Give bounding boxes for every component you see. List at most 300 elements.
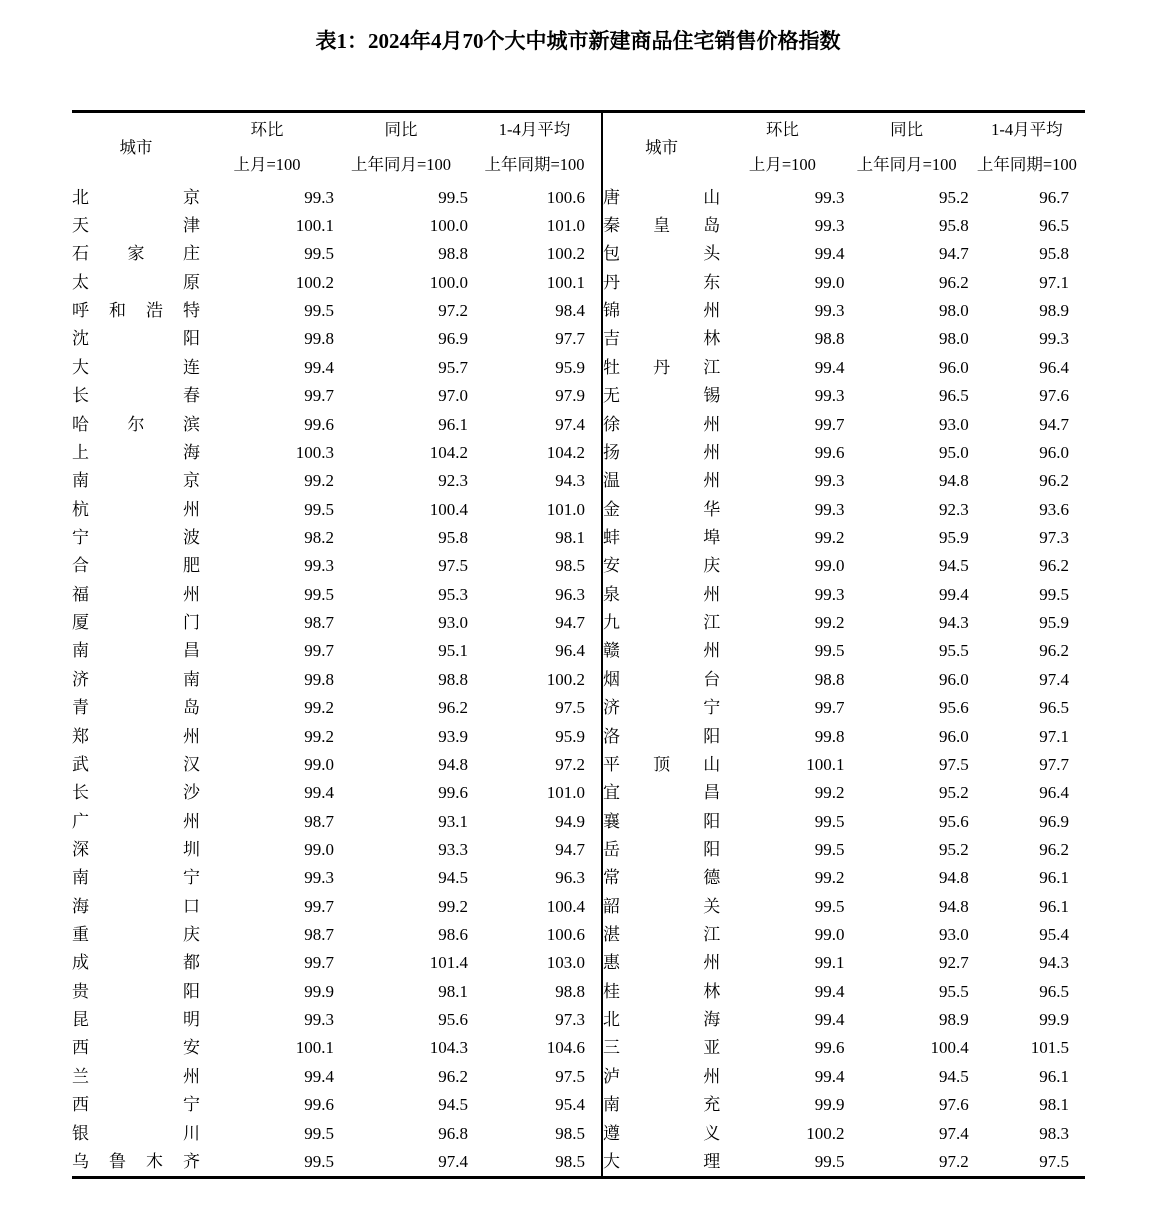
- cell-avg: 98.5: [468, 1147, 601, 1177]
- cell-yoy: 95.2: [938, 187, 969, 207]
- cell-avg: 98.3: [1039, 1123, 1069, 1143]
- table-row: [602, 637, 1085, 665]
- cell-yoy: 99.5: [438, 187, 468, 207]
- cell-avg: 96.1: [1039, 868, 1069, 888]
- table-row: [72, 920, 601, 948]
- cell-avg: 100.2: [546, 244, 585, 264]
- table-row: [72, 353, 601, 381]
- cell-avg: 98.1: [555, 527, 585, 547]
- cell-yoy: 94.8: [438, 754, 468, 774]
- cell-avg: 94.7: [555, 613, 585, 633]
- cell-mom: 99.6: [304, 414, 334, 434]
- col-header-city-right: 城市: [602, 112, 720, 184]
- cell-avg: 96.2: [1039, 471, 1069, 491]
- table-row: [72, 1091, 601, 1119]
- cell-avg: 98.4: [555, 301, 585, 321]
- cell-avg: 96.5: [1039, 981, 1069, 1001]
- cell-city: 宜昌: [603, 783, 721, 803]
- cell-mom: 99.3: [814, 216, 845, 236]
- table-row: [72, 296, 601, 324]
- cell-yoy: 97.4: [334, 1147, 468, 1177]
- cell-yoy: 95.8: [438, 527, 468, 547]
- cell-yoy: 96.2: [938, 272, 969, 292]
- cell-avg: 104.6: [546, 1038, 585, 1058]
- table-row: [602, 864, 1085, 892]
- cell-mom: 99.3: [814, 499, 845, 519]
- cell-avg: 104.2: [546, 442, 585, 462]
- cell-mom: 99.5: [814, 839, 845, 859]
- cell-avg: 97.9: [555, 386, 585, 406]
- cell-mom: 99.6: [814, 442, 845, 462]
- cell-mom: 99.4: [304, 357, 334, 377]
- cell-mom: 99.5: [814, 811, 845, 831]
- cell-avg: 97.5: [969, 1147, 1085, 1177]
- cell-yoy: 100.4: [429, 499, 468, 519]
- cell-avg: 96.9: [1039, 811, 1069, 831]
- cell-mom: 100.2: [806, 1123, 845, 1143]
- cell-avg: 96.4: [1039, 357, 1069, 377]
- cell-yoy: 95.6: [438, 1010, 468, 1030]
- cell-yoy: 92.3: [438, 471, 468, 491]
- cell-yoy: 98.6: [438, 925, 468, 945]
- cell-avg: 98.5: [555, 556, 585, 576]
- table-row: [602, 779, 1085, 807]
- cell-avg: 96.2: [1039, 556, 1069, 576]
- cell-mom: 98.7: [304, 613, 334, 633]
- table-row: [72, 1005, 601, 1033]
- cell-yoy: 98.9: [938, 1010, 969, 1030]
- cell-mom: 99.4: [814, 244, 845, 264]
- cell-avg: 95.8: [1039, 244, 1069, 264]
- cell-mom: 99.3: [814, 301, 845, 321]
- cell-mom: 99.4: [814, 357, 845, 377]
- table-row: [72, 325, 601, 353]
- cell-avg: 96.0: [1039, 442, 1069, 462]
- table-row: [72, 268, 601, 296]
- cell-yoy: 97.0: [438, 386, 468, 406]
- cell-avg: 100.2: [546, 669, 585, 689]
- cell-mom: 99.5: [304, 499, 334, 519]
- cell-city: 广州: [72, 811, 200, 831]
- cell-avg: 103.0: [546, 953, 585, 973]
- cell-yoy: 95.6: [938, 811, 969, 831]
- table-row: [602, 1005, 1085, 1033]
- cell-mom: 100.3: [295, 442, 334, 462]
- cell-avg: 97.4: [1039, 669, 1069, 689]
- cell-city: 泉州: [603, 584, 721, 604]
- cell-yoy: 95.7: [438, 357, 468, 377]
- cell-mom: 99.9: [304, 981, 334, 1001]
- cell-city: 贵阳: [72, 981, 200, 1001]
- table-header-right: [602, 112, 1085, 184]
- table-header-left: [72, 112, 601, 184]
- table-row: [602, 325, 1085, 353]
- cell-city: 三亚: [603, 1038, 721, 1058]
- cell-city: 常德: [603, 868, 721, 888]
- cell-mom: 98.7: [304, 811, 334, 831]
- cell-avg: 96.3: [555, 584, 585, 604]
- table-row: [602, 211, 1085, 239]
- cell-avg: 97.2: [555, 754, 585, 774]
- cell-yoy: 96.1: [438, 414, 468, 434]
- cell-mom: 100.1: [295, 216, 334, 236]
- table-row: [72, 410, 601, 438]
- cell-mom: 99.5: [304, 301, 334, 321]
- cell-avg: 99.3: [1039, 329, 1069, 349]
- cell-mom: 99.4: [814, 1010, 845, 1030]
- cell-mom: 99.7: [304, 641, 334, 661]
- cell-avg: 97.5: [555, 1066, 585, 1086]
- cell-mom: 99.5: [720, 1147, 844, 1177]
- cell-mom: 99.2: [814, 527, 845, 547]
- col-subheader-yoy-left: 上年同月=100: [350, 155, 452, 175]
- table-row: [72, 722, 601, 750]
- cell-mom: 99.2: [814, 783, 845, 803]
- cell-mom: 99.7: [814, 414, 845, 434]
- table-row: [602, 977, 1085, 1005]
- cell-yoy: 101.4: [429, 953, 468, 973]
- cell-city: 北京: [72, 187, 200, 207]
- table-row: [72, 949, 601, 977]
- cell-avg: 100.1: [546, 272, 585, 292]
- cell-city: 牡丹江: [603, 357, 721, 377]
- table-row: [602, 750, 1085, 778]
- cell-mom: 99.5: [304, 1123, 334, 1143]
- cell-mom: 99.3: [304, 1010, 334, 1030]
- col-header-group-mom-right: 环比: [720, 112, 844, 149]
- table-body-left: [72, 183, 601, 1177]
- table-row: [602, 183, 1085, 211]
- cell-avg: 99.5: [1039, 584, 1069, 604]
- table-row: [602, 495, 1085, 523]
- cell-mom: 99.9: [814, 1095, 845, 1115]
- table-row: [72, 608, 601, 636]
- cell-mom: 99.1: [814, 953, 845, 973]
- table-row: [602, 240, 1085, 268]
- col-subheader-avg-left: 上年同期=100: [484, 155, 585, 175]
- cell-city: 长沙: [72, 783, 200, 803]
- cell-avg: 100.6: [546, 187, 585, 207]
- table-row: [602, 1062, 1085, 1090]
- cell-avg: 97.5: [555, 698, 585, 718]
- cell-mom: 99.2: [304, 471, 334, 491]
- cell-yoy: 104.2: [429, 442, 468, 462]
- cell-yoy: 97.4: [938, 1123, 969, 1143]
- cell-avg: 96.1: [1039, 896, 1069, 916]
- cell-yoy: 97.6: [938, 1095, 969, 1115]
- cell-mom: 99.8: [304, 669, 334, 689]
- cell-yoy: 98.8: [438, 669, 468, 689]
- cell-city: 上海: [72, 442, 200, 462]
- price-index-table-left: [72, 110, 601, 1179]
- cell-mom: 99.3: [814, 386, 845, 406]
- cell-avg: 96.2: [1039, 839, 1069, 859]
- cell-city: 乌鲁木齐: [72, 1147, 200, 1177]
- cell-avg: 97.7: [1039, 754, 1069, 774]
- price-index-table-right: [601, 110, 1085, 1179]
- cell-city: 惠州: [603, 953, 721, 973]
- cell-yoy: 96.2: [438, 698, 468, 718]
- cell-mom: 99.0: [304, 839, 334, 859]
- cell-yoy: 94.8: [938, 896, 969, 916]
- cell-city: 厦门: [72, 613, 200, 633]
- cell-city: 吉林: [603, 329, 721, 349]
- table-row: [602, 693, 1085, 721]
- cell-avg: 95.9: [555, 357, 585, 377]
- cell-yoy: 94.5: [938, 1066, 969, 1086]
- cell-mom: 99.4: [304, 1066, 334, 1086]
- cell-avg: 94.7: [555, 839, 585, 859]
- cell-avg: 96.4: [1039, 783, 1069, 803]
- table-row: [602, 1147, 1085, 1177]
- cell-city: 平顶山: [603, 754, 721, 774]
- cell-avg: 101.0: [546, 216, 585, 236]
- cell-avg: 97.3: [1039, 527, 1069, 547]
- table-row: [72, 495, 601, 523]
- cell-city: 无锡: [603, 386, 721, 406]
- cell-mom: 99.6: [814, 1038, 845, 1058]
- table-row: [602, 949, 1085, 977]
- cell-yoy: 95.0: [938, 442, 969, 462]
- col-header-group-yoy-right: 同比: [844, 112, 968, 149]
- cell-city: 青岛: [72, 698, 200, 718]
- cell-yoy: 95.5: [938, 981, 969, 1001]
- table-row: [602, 580, 1085, 608]
- cell-city: 昆明: [72, 1010, 200, 1030]
- table-row: [602, 410, 1085, 438]
- col-subheader-avg-right: 上年同期=100: [976, 155, 1077, 175]
- cell-city: 洛阳: [603, 726, 721, 746]
- table-row: [72, 183, 601, 211]
- table-row: [72, 750, 601, 778]
- cell-yoy: 97.5: [938, 754, 969, 774]
- cell-yoy: 95.8: [938, 216, 969, 236]
- cell-avg: 96.2: [1039, 641, 1069, 661]
- cell-avg: 98.9: [1039, 301, 1069, 321]
- cell-city: 岳阳: [603, 839, 721, 859]
- cell-city: 南京: [72, 471, 200, 491]
- cell-avg: 98.1: [1039, 1095, 1069, 1115]
- cell-city: 济宁: [603, 698, 721, 718]
- cell-avg: 95.9: [1039, 613, 1069, 633]
- table-row: [72, 864, 601, 892]
- table-row: [602, 552, 1085, 580]
- cell-yoy: 95.6: [938, 698, 969, 718]
- col-header-city-left: 城市: [72, 112, 200, 184]
- cell-mom: 99.4: [814, 981, 845, 1001]
- cell-avg: 97.4: [555, 414, 585, 434]
- cell-avg: 98.5: [555, 1123, 585, 1143]
- cell-yoy: 95.5: [938, 641, 969, 661]
- cell-yoy: 97.2: [844, 1147, 968, 1177]
- cell-yoy: 95.3: [438, 584, 468, 604]
- cell-yoy: 93.0: [938, 414, 969, 434]
- cell-city: 安庆: [603, 556, 721, 576]
- cell-city: 温州: [603, 471, 721, 491]
- table-body-right: [602, 183, 1085, 1177]
- cell-city: 大连: [72, 357, 200, 377]
- cell-avg: 99.9: [1039, 1010, 1069, 1030]
- table-row: [72, 1147, 601, 1177]
- cell-city: 成都: [72, 953, 200, 973]
- cell-yoy: 92.7: [938, 953, 969, 973]
- cell-mom: 99.5: [814, 896, 845, 916]
- cell-mom: 99.8: [304, 329, 334, 349]
- cell-yoy: 93.0: [938, 925, 969, 945]
- cell-city: 北海: [603, 1010, 721, 1030]
- cell-mom: 99.7: [814, 698, 845, 718]
- cell-city: 遵义: [603, 1123, 721, 1143]
- cell-mom: 99.2: [814, 613, 845, 633]
- cell-yoy: 100.0: [429, 216, 468, 236]
- cell-yoy: 98.0: [938, 301, 969, 321]
- page-title: 表1：2024年4月70个大中城市新建商品住宅销售价格指数: [315, 29, 841, 53]
- cell-city: 桂林: [603, 981, 721, 1001]
- cell-avg: 94.7: [1039, 414, 1069, 434]
- cell-city: 蚌埠: [603, 527, 721, 547]
- cell-mom: 99.7: [304, 386, 334, 406]
- cell-city: 哈尔滨: [72, 414, 200, 434]
- table-row: [72, 1034, 601, 1062]
- cell-avg: 96.1: [1039, 1066, 1069, 1086]
- cell-city: 烟台: [603, 669, 721, 689]
- cell-mom: 99.3: [814, 584, 845, 604]
- cell-mom: 99.3: [814, 471, 845, 491]
- cell-avg: 96.4: [555, 641, 585, 661]
- cell-yoy: 98.1: [438, 981, 468, 1001]
- cell-mom: 99.2: [304, 726, 334, 746]
- cell-avg: 97.6: [1039, 386, 1069, 406]
- cell-avg: 97.7: [555, 329, 585, 349]
- table-row: [602, 920, 1085, 948]
- cell-city: 大理: [602, 1147, 720, 1177]
- cell-mom: 98.8: [814, 669, 845, 689]
- cell-city: 天津: [72, 216, 200, 236]
- cell-avg: 95.4: [555, 1095, 585, 1115]
- cell-yoy: 93.9: [438, 726, 468, 746]
- cell-avg: 101.0: [546, 499, 585, 519]
- table-row: [72, 211, 601, 239]
- table-row: [602, 523, 1085, 551]
- table-row: [72, 977, 601, 1005]
- cell-yoy: 94.5: [438, 1095, 468, 1115]
- cell-mom: 99.0: [814, 925, 845, 945]
- table-row: [72, 438, 601, 466]
- table-row: [602, 268, 1085, 296]
- cell-yoy: 99.2: [438, 896, 468, 916]
- cell-mom: 99.4: [304, 783, 334, 803]
- cell-city: 深圳: [72, 839, 200, 859]
- cell-mom: 99.7: [304, 953, 334, 973]
- cell-avg: 97.3: [555, 1010, 585, 1030]
- cell-mom: 99.3: [304, 187, 334, 207]
- cell-city: 秦皇岛: [603, 216, 721, 236]
- cell-city: 长春: [72, 386, 200, 406]
- cell-avg: 98.8: [555, 981, 585, 1001]
- cell-mom: 99.3: [304, 868, 334, 888]
- cell-city: 唐山: [603, 187, 721, 207]
- col-header-group-avg-right: 1-4月平均: [969, 112, 1085, 149]
- cell-avg: 96.3: [555, 868, 585, 888]
- cell-city: 济南: [72, 669, 200, 689]
- cell-avg: 95.4: [1039, 925, 1069, 945]
- cell-yoy: 94.3: [938, 613, 969, 633]
- cell-avg: 96.7: [1039, 187, 1069, 207]
- table-row: [602, 608, 1085, 636]
- cell-mom: 99.0: [814, 556, 845, 576]
- table-row: [72, 467, 601, 495]
- cell-avg: 93.6: [1039, 499, 1069, 519]
- cell-avg: 100.4: [546, 896, 585, 916]
- cell-avg: 94.3: [1039, 953, 1069, 973]
- col-header-group-yoy-left: 同比: [334, 112, 468, 149]
- cell-avg: 95.9: [555, 726, 585, 746]
- cell-yoy: 95.2: [938, 783, 969, 803]
- table-row: [72, 523, 601, 551]
- cell-mom: 99.5: [304, 584, 334, 604]
- cell-avg: 96.5: [1039, 216, 1069, 236]
- cell-city: 湛江: [603, 925, 721, 945]
- cell-mom: 99.7: [304, 896, 334, 916]
- cell-city: 呼和浩特: [72, 301, 200, 321]
- cell-avg: 97.1: [1039, 272, 1069, 292]
- col-subheader-mom-left: 上月=100: [233, 155, 301, 175]
- table-row: [602, 1091, 1085, 1119]
- cell-mom: 99.3: [304, 556, 334, 576]
- cell-city: 包头: [603, 244, 721, 264]
- cell-mom: 98.7: [304, 925, 334, 945]
- cell-yoy: 100.4: [930, 1038, 969, 1058]
- col-subheader-yoy-right: 上年同月=100: [856, 155, 957, 175]
- cell-yoy: 94.5: [938, 556, 969, 576]
- table-row: [72, 382, 601, 410]
- cell-yoy: 96.9: [438, 329, 468, 349]
- cell-city: 韶关: [603, 896, 721, 916]
- cell-avg: 96.5: [1039, 698, 1069, 718]
- table-row: [602, 835, 1085, 863]
- cell-yoy: 100.0: [429, 272, 468, 292]
- table-row: [72, 892, 601, 920]
- cell-yoy: 98.8: [438, 244, 468, 264]
- table-row: [72, 1062, 601, 1090]
- table-row: [72, 240, 601, 268]
- cell-city: 襄阳: [603, 811, 721, 831]
- cell-yoy: 96.5: [938, 386, 969, 406]
- table-row: [602, 353, 1085, 381]
- cell-avg: 94.3: [555, 471, 585, 491]
- cell-mom: 100.1: [806, 754, 845, 774]
- table-row: [602, 467, 1085, 495]
- table-row: [72, 552, 601, 580]
- cell-city: 武汉: [72, 754, 200, 774]
- table-row: [72, 1119, 601, 1147]
- cell-yoy: 92.3: [938, 499, 969, 519]
- cell-avg: 100.6: [546, 925, 585, 945]
- cell-mom: 99.4: [814, 1066, 845, 1086]
- cell-mom: 99.5: [304, 244, 334, 264]
- cell-city: 金华: [603, 499, 721, 519]
- cell-city: 杭州: [72, 499, 200, 519]
- table-row: [72, 580, 601, 608]
- cell-city: 重庆: [72, 925, 200, 945]
- cell-city: 兰州: [72, 1066, 200, 1086]
- cell-mom: 100.2: [295, 272, 334, 292]
- table-row: [602, 438, 1085, 466]
- cell-yoy: 96.8: [438, 1123, 468, 1143]
- cell-yoy: 98.0: [938, 329, 969, 349]
- cell-city: 九江: [603, 613, 721, 633]
- cell-yoy: 93.1: [438, 811, 468, 831]
